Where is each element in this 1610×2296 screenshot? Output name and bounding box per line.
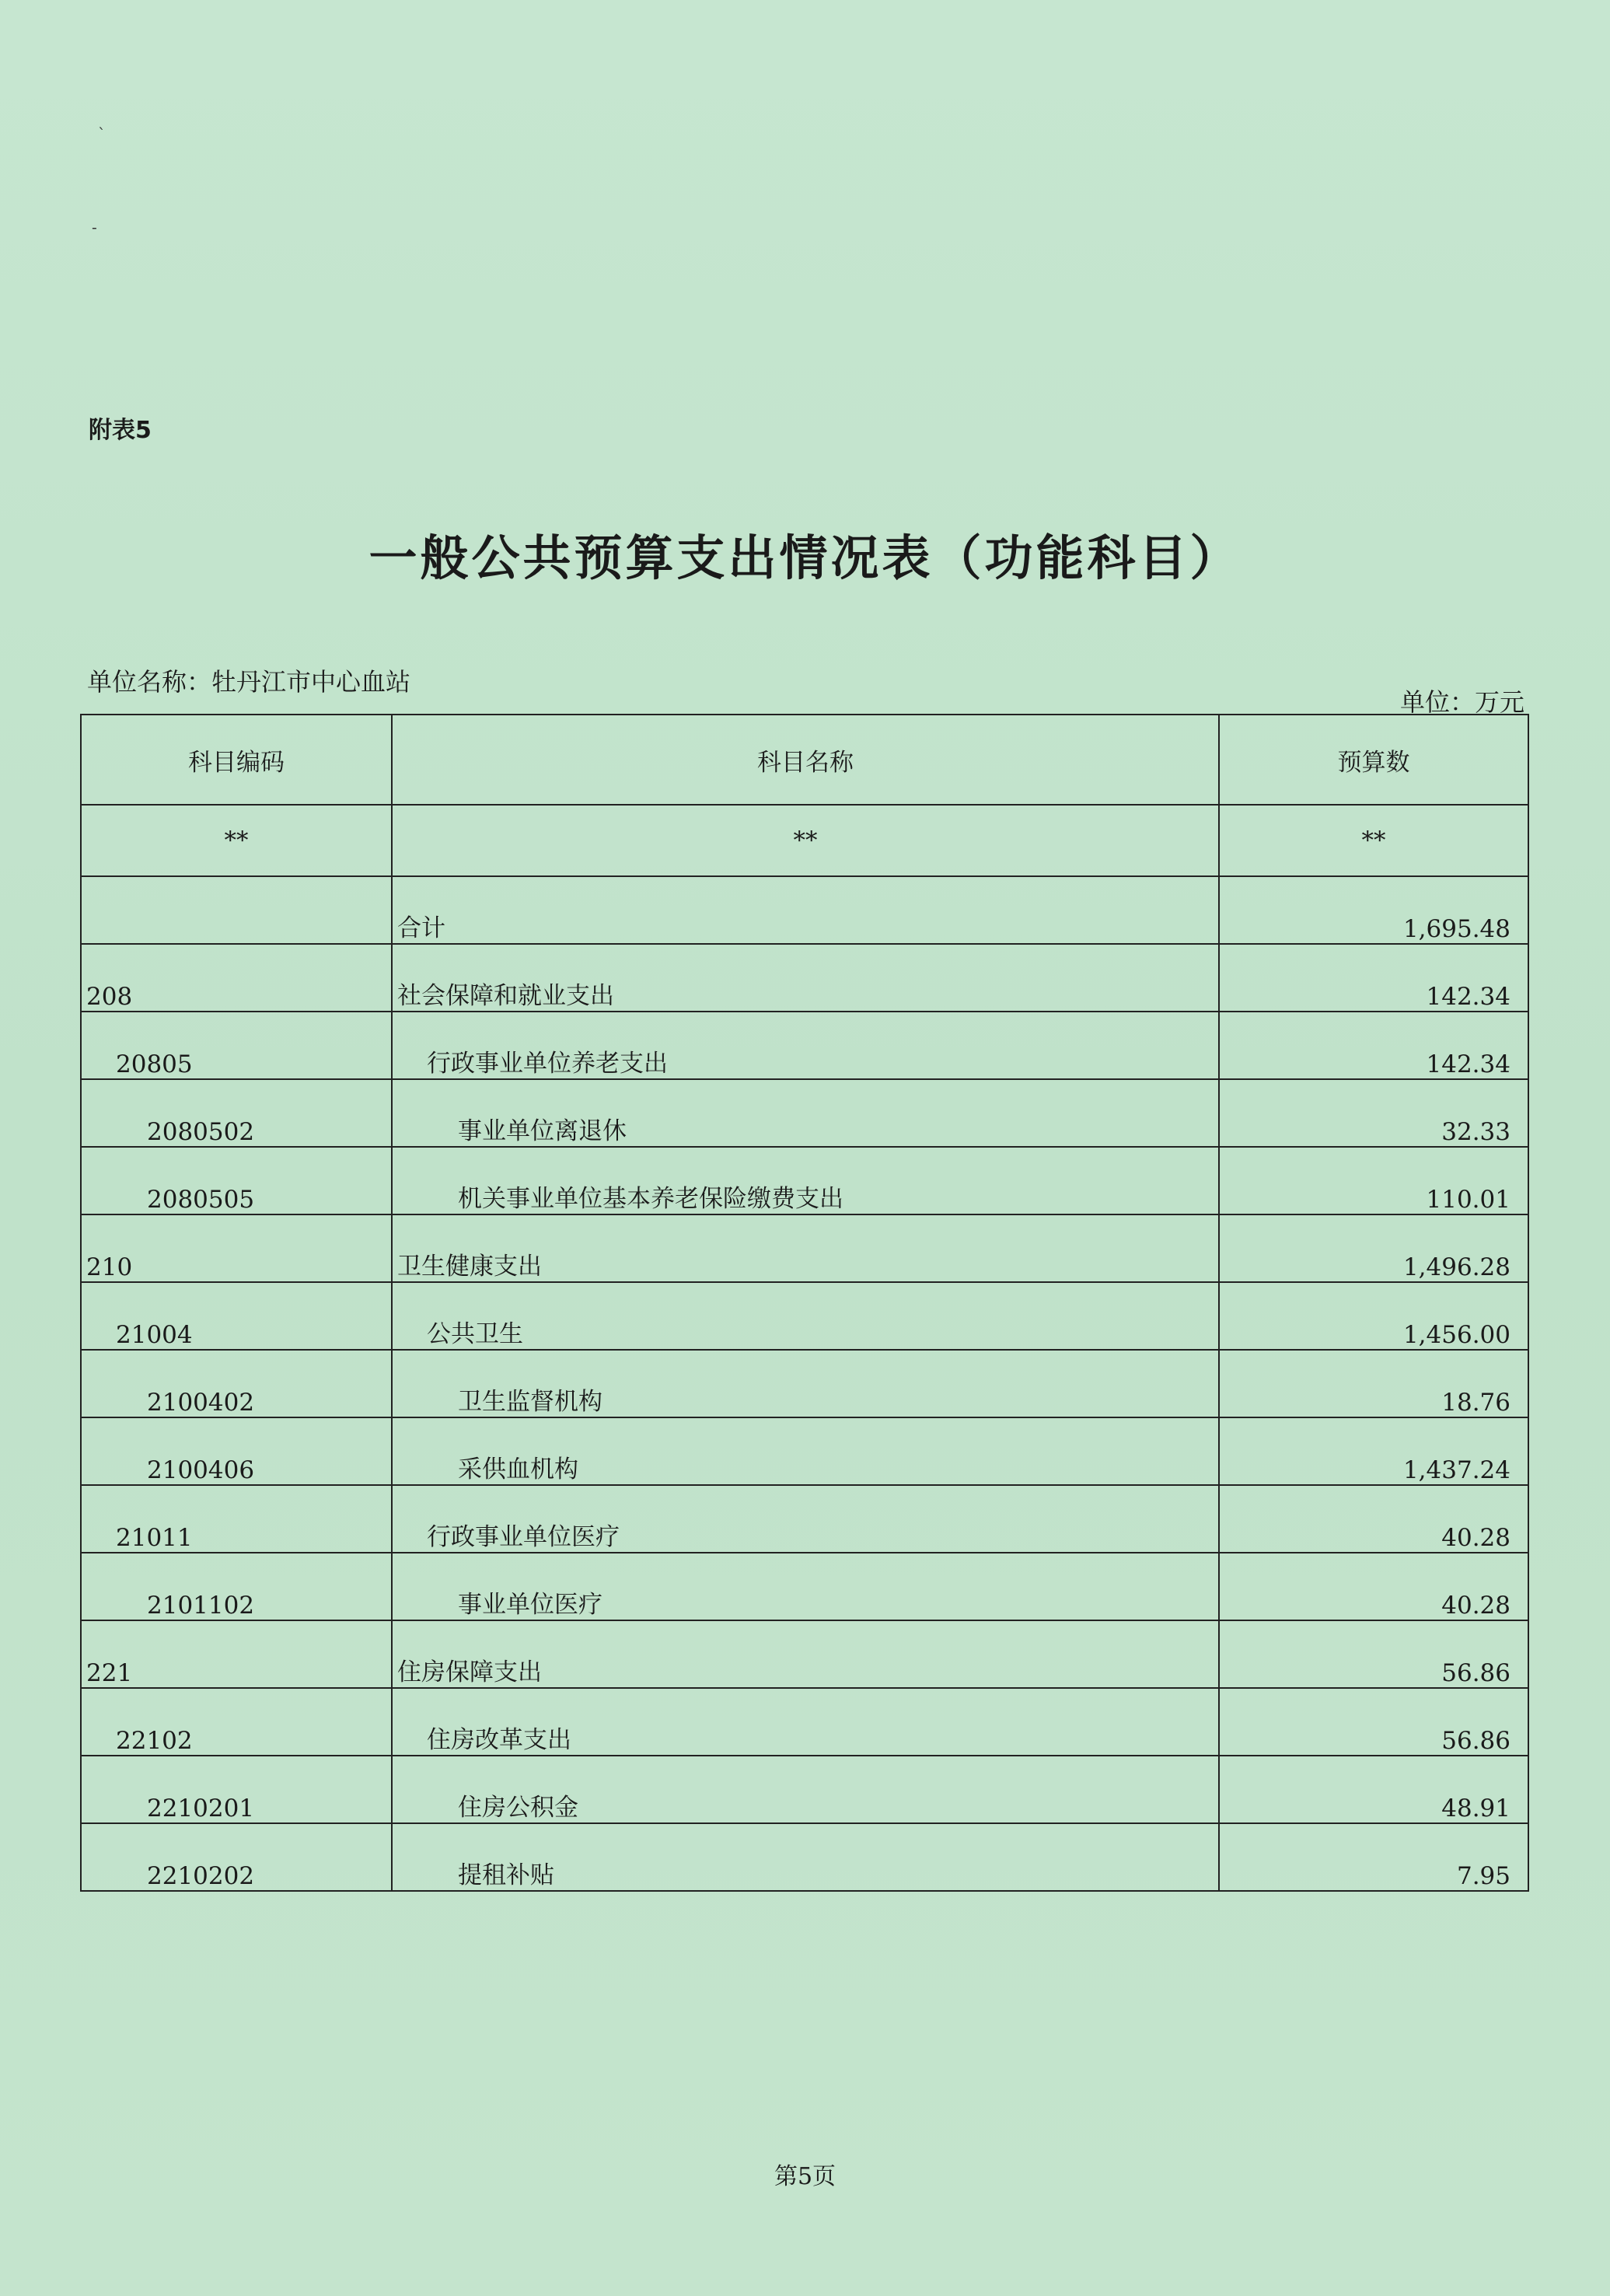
document-page: ` - 附表5 一般公共预算支出情况表（功能科目） 单位名称：牡丹江市中心血站 单位：万元 科目编码 科目名称 预算数 ** ** ** 合计 1,695.48 208 社会保障和就业支出 142.34 20805 行政事业单位养老支出 142.34 2080502 事业单位离退休 32.33 2080505 机关事业单位基本养老保险缴费支出 110.01 210 卫生健康支出 1,496.28 21004 公共卫生 1,456.00 2100402 卫生监督机构 18.76 2100406 采供血机构 1,437.24 21011 行政事业单位医疗 40.28 2101102 事业单位医疗 40.28 221 住房保障支出 56.86 22102 住房改革支出 56.86 2210201 住房公积金 48.91 2210202 提租补贴 7.95 第5页 <box>0 0 1610 2296</box>
row-code: 21004 <box>81 1282 392 1350</box>
row-code: 22102 <box>81 1688 392 1756</box>
row-amount: 1,695.48 <box>1219 876 1528 944</box>
table-row <box>81 1485 1528 1553</box>
row-name: 社会保障和就业支出 <box>392 944 1219 1012</box>
row-code: 20805 <box>81 1012 392 1079</box>
row-name: 事业单位医疗 <box>392 1553 1219 1620</box>
stars-cell: ** <box>81 805 392 876</box>
table-row <box>81 944 1528 1012</box>
table-row <box>81 1756 1528 1823</box>
row-amount: 1,456.00 <box>1219 1282 1528 1350</box>
table-row <box>81 1350 1528 1417</box>
table-row <box>81 1688 1528 1756</box>
row-code: 21011 <box>81 1485 392 1553</box>
row-amount: 7.95 <box>1219 1823 1528 1891</box>
table-row <box>81 1147 1528 1214</box>
row-amount: 32.33 <box>1219 1079 1528 1147</box>
unit-name: 单位名称：牡丹江市中心血站 <box>87 667 411 697</box>
row-name: 机关事业单位基本养老保险缴费支出 <box>392 1147 1219 1214</box>
row-amount: 56.86 <box>1219 1620 1528 1688</box>
row-name: 住房改革支出 <box>392 1688 1219 1756</box>
table-row <box>81 1012 1528 1079</box>
row-name: 住房保障支出 <box>392 1620 1219 1688</box>
table-row <box>81 1553 1528 1620</box>
row-code: 2210201 <box>81 1756 392 1823</box>
row-name: 提租补贴 <box>392 1823 1219 1891</box>
row-name: 采供血机构 <box>392 1417 1219 1485</box>
row-code: 208 <box>81 944 392 1012</box>
table-stars-row <box>81 805 1528 876</box>
budget-table <box>80 714 1529 1892</box>
row-name: 合计 <box>392 876 1219 944</box>
table-row <box>81 1620 1528 1688</box>
row-amount: 1,496.28 <box>1219 1214 1528 1282</box>
table-row <box>81 1282 1528 1350</box>
table-row <box>81 876 1528 944</box>
row-amount: 1,437.24 <box>1219 1417 1528 1485</box>
row-amount: 18.76 <box>1219 1350 1528 1417</box>
row-amount: 142.34 <box>1219 944 1528 1012</box>
stars-cell: ** <box>1219 805 1528 876</box>
row-code: 2080505 <box>81 1147 392 1214</box>
row-code: 2210202 <box>81 1823 392 1891</box>
table-row <box>81 1079 1528 1147</box>
table-header-row <box>81 715 1528 805</box>
column-header-name: 科目名称 <box>392 715 1219 805</box>
row-code <box>81 876 392 944</box>
row-amount: 48.91 <box>1219 1756 1528 1823</box>
row-amount: 40.28 <box>1219 1553 1528 1620</box>
row-amount: 110.01 <box>1219 1147 1528 1214</box>
column-header-amount: 预算数 <box>1219 715 1528 805</box>
page-title: 一般公共预算支出情况表（功能科目） <box>368 529 1242 586</box>
row-code: 210 <box>81 1214 392 1282</box>
row-name: 卫生监督机构 <box>392 1350 1219 1417</box>
row-name: 住房公积金 <box>392 1756 1219 1823</box>
row-name: 公共卫生 <box>392 1282 1219 1350</box>
row-code: 221 <box>81 1620 392 1688</box>
row-name: 行政事业单位养老支出 <box>392 1012 1219 1079</box>
table-row <box>81 1823 1528 1891</box>
row-amount: 40.28 <box>1219 1485 1528 1553</box>
row-code: 2101102 <box>81 1553 392 1620</box>
row-name: 卫生健康支出 <box>392 1214 1219 1282</box>
row-amount: 56.86 <box>1219 1688 1528 1756</box>
attachment-label: 附表5 <box>89 417 152 444</box>
column-header-code: 科目编码 <box>81 715 392 805</box>
stars-cell: ** <box>392 805 1219 876</box>
page-number: 第5页 <box>774 2163 836 2190</box>
row-name: 行政事业单位医疗 <box>392 1485 1219 1553</box>
row-code: 2100402 <box>81 1350 392 1417</box>
unit-label: 单位：万元 <box>1399 687 1524 717</box>
row-code: 2100406 <box>81 1417 392 1485</box>
table-row <box>81 1417 1528 1485</box>
row-amount: 142.34 <box>1219 1012 1528 1079</box>
table-row <box>81 1214 1528 1282</box>
row-code: 2080502 <box>81 1079 392 1147</box>
row-name: 事业单位离退休 <box>392 1079 1219 1147</box>
